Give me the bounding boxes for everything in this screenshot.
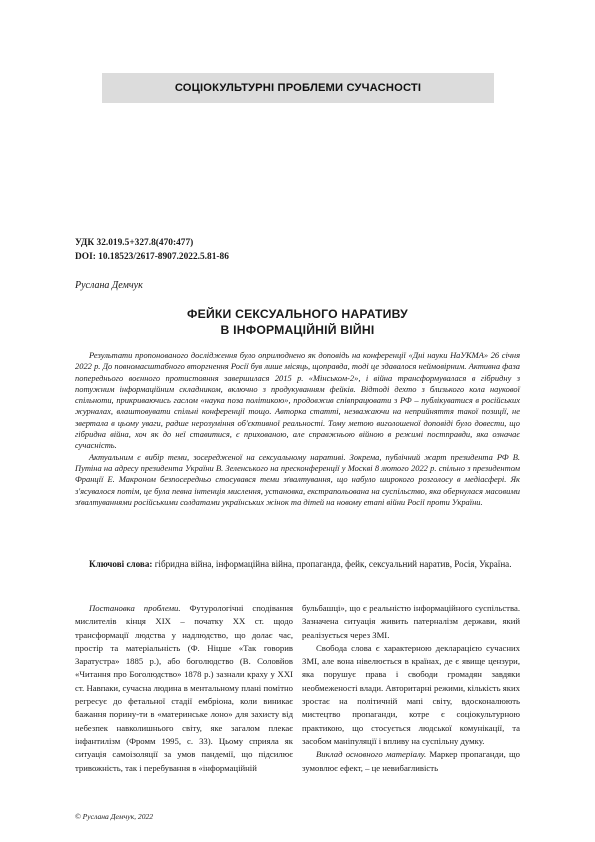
body-paragraph	[302, 748, 520, 775]
abstract-paragraph: Актуальним є вибір теми, зосередженої на сексуальному наративі. Зокрема, публічний жарт президента РФ В. Путіна на адресу президента України В. Зеленського на пресконференції у Москві 8 лютого 2022 р. спільно з президентом Франції Е. Макроном безпосередньо стосувався теми зґвалтування, що набуло широкого розголосу в медіасфері. Як з'ясувалося потім, це була певна інтенція мислення, установка, екстрапольована на суспільство, яка обернулася масовими зґвалтуваннями російськими солдатами українських жінок та дітей на новому етапі війни Росії проти України.	[75, 451, 520, 507]
abstract	[75, 350, 520, 508]
section-lead: Постановка проблеми.	[89, 603, 190, 613]
body-paragraph: бульбашці», що є реальністю інформаційного суспільства. Зазначена ситуація живить патерналізм держави, який реалізується через ЗМІ.	[302, 603, 520, 640]
article-metadata	[75, 236, 229, 264]
keywords-label: Ключові слова:	[89, 559, 153, 569]
keywords-text: гібридна війна, інформаційна війна, пропаганда, фейк, сексуальний наратив, Росія, Україна.	[154, 559, 512, 569]
body-column-right	[302, 602, 520, 775]
section-lead: Виклад основного матеріалу.	[316, 749, 430, 760]
udk-code: УДК 32.019.5+327.8(470:477)	[75, 238, 194, 248]
body-paragraph	[75, 602, 293, 775]
article-title-line-1: ФЕЙКИ СЕКСУАЛЬНОГО НАРАТИВУ	[187, 307, 408, 321]
article-title-line-2: В ІНФОРМАЦІЙНІЙ ВІЙНІ	[220, 323, 375, 337]
author-name: Руслана Демчук	[75, 280, 143, 291]
section-title: СОЦІОКУЛЬТУРНІ ПРОБЛЕМИ СУЧАСНОСТІ	[174, 82, 422, 94]
keywords	[75, 558, 520, 571]
section-banner	[102, 73, 494, 103]
abstract-paragraph: Результати пропонованого дослідження було оприлюднено як доповідь на конференції «Дні науки НаУКМА» 26 січня 2022 р. До повномасштабного вторгнення Росії був лише місяць, щоправда, тоді це здавалося неймовірним. Активна фаза попереднього воєнного протистояння завершилася 2015 р. «Мінськом-2», і війна трансформувалася в гібридну з потужним інформаційним складником, включно з продукуванням фейків. Відтоді дехто з близького кола наукової спільноти, прикриваючись гаслом «наука поза політикою», продовжив співпрацювати з РФ – публікуватися в російських журналах, влаштовувати спільні конференції тощо. Авторка статті, незважаючи на неприйняття такої позиції, не звертала в цьому уваги, радше нерозуміння об'єктивної реальності. Тому метою виголошеної доповіді було довести, що гібридна війна, хоч як до неї ставитися, є прихованою, але справжньою війною в режимі постправди, яка означає сучасність.	[75, 350, 520, 451]
body-column-left	[75, 602, 293, 775]
doi-link[interactable]: DOI: 10.18523/2617-8907.2022.5.81-86	[75, 252, 229, 262]
body-text: Футурологічні сподівання мислителів кінця XIX – початку XX ст. щодо трансформації людства у надлюдство, що долає час, простір та матеріальність (Ф. Ніцше «Так говорив Заратустра» 1885 р.), або боголюдство (В. Соловйов «Читання про Боголюдство» 1878 р.) зазнали краху у XXI ст. Навпаки, сучасна людина в ментальному плані помітно регресує до фетальної стадії ембріона, коли виникає бажання порину-ти в «материнське лоно» для захисту від небезпек навколишнього світу, яке загалом плекає інфантилізм (Фромм 1995, с. 33). Цьому сприяла як ситуація самоізоляції за умов пандемії, що підсилює тривожність, так і перебування в «інформаційній	[75, 603, 293, 773]
body-paragraph: Свобода слова є характерною декларацією сучасних ЗМІ, але вона нівелюється в країнах, де є явище цензури, яка порушує права і свободи громадян завдяки необмеженості влади. Авторитарні режими, кількість яких зростає на політичній мапі світу, вдосконалюють мистецтво пропаганди, котре є соціокультурною практикою, що стосується людської комунікації, та засобом маніпуляції і впливу на суспільну думку.	[302, 642, 520, 746]
body-text: Маркер пропаганди, що зумовлює ефект, – це невибагливість	[302, 749, 520, 773]
copyright: © Руслана Демчук, 2022	[75, 812, 154, 821]
